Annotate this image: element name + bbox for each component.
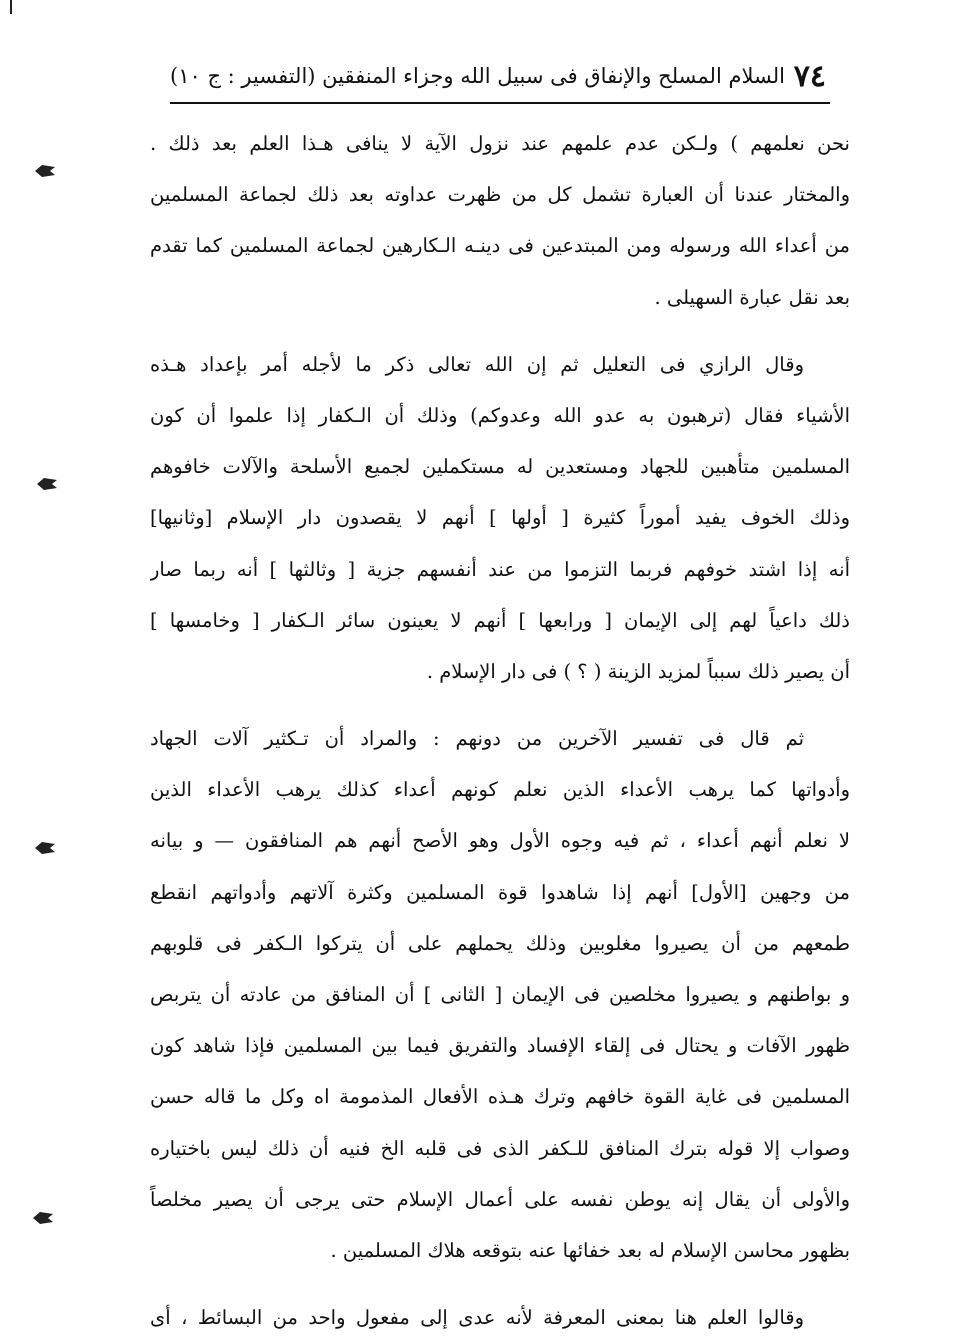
text-line: أن يصير ذلك سبباً لمزيد الزينة ( ؟ ) فى دار الإسلام . bbox=[426, 659, 850, 683]
bookmark-icon bbox=[32, 1210, 54, 1226]
text-line: من وجهين [الأول] أنهم إذا شاهدوا قوة المسلمين وكثرة آلاتهم وأدواتهم انقطع bbox=[150, 880, 850, 904]
corner-tick-mark bbox=[10, 0, 12, 14]
page-number: ٧٤ bbox=[793, 58, 826, 94]
text-line: وقالوا العلم هنا بمعنى المعرفة لأنه عدى إلى مفعول واحد من البسائط ، أى bbox=[150, 1306, 804, 1330]
text-line: وصواب إلا قوله بترك المنافق للـكفر الذى فى قلبه الخ فنيه أن ذلك ليس باختياره bbox=[150, 1136, 850, 1160]
text-line: أنه إذا اشتد خوفهم فربما التزموا من عند أنفسهم جزية [ وثالثها ] أنه ربما صار bbox=[150, 557, 850, 581]
bookmark-icon bbox=[34, 163, 56, 179]
body-text bbox=[150, 118, 850, 1343]
text-line: المسلمين متأهبين للجهاد ومستعدين له مستكملين لجميع الأسلحة والآلات خافوهم bbox=[150, 455, 850, 479]
paragraph-gap bbox=[150, 1276, 850, 1292]
text-line: المسلمين فى غاية القوة خافهم وترك هـذه الأفعال المذمومة اه وكل ما قاله حسن bbox=[150, 1085, 850, 1109]
text-line: وأدواتها كما يرهب الأعداء الذين نعلم كونهم أعداء كذلك يرهب الأعداء الذين bbox=[150, 778, 850, 802]
text-line: الأشياء فقال (ترهبون به عدو الله وعدوكم) وذلك أن الـكفار إذا علموا أن كون bbox=[150, 403, 850, 427]
text-line: نحن نعلمهم ) ولـكن عدم علمهم عند نزول الآية لا ينافى هـذا العلم بعد ذلك . bbox=[150, 132, 850, 155]
text-line: لا نعلم أنهم أعداء ، ثم فيه وجوه الأول وهو الأصح أنهم هم المنافقون — و بيانه bbox=[150, 829, 850, 853]
text-line: وقال الرازي فى التعليل ثم إن الله تعالى ذكر ما لأجله أمر بإعداد هـذه bbox=[150, 352, 804, 376]
page-header bbox=[170, 50, 830, 104]
text-line: ثم قال فى تفسير الآخرين من دونهم : والمراد أن تـكثير آلات الجهاد bbox=[150, 727, 804, 751]
text-line: ظهور الآفات و يحتال فى إلقاء الإفساد والتفريق فيما بين المسلمين فإذا شاهد كون bbox=[150, 1034, 850, 1058]
text-line: والمختار عندنا أن العبارة تشمل كل من ظهرت عداوته بعد ذلك لجماعة المسلمين bbox=[150, 183, 850, 207]
paragraph-gap bbox=[150, 323, 850, 339]
text-line: بظهور محاسن الإسلام له بعد خفائها عنه بتوقعه هلاك المسلمين . bbox=[330, 1238, 850, 1262]
text-line: و بواطنهم و يصيروا مخلصين فى الإيمان [ الثانى ] أن المنافق من عادته أن يتربص bbox=[150, 983, 850, 1006]
text-line: وذلك الخوف يفيد أموراً كثيرة [ أولها ] أنهم لا يقصدون دار الإسلام [وثانيها] bbox=[150, 506, 850, 530]
text-line: بعد نقل عبارة السهيلى . bbox=[654, 285, 850, 309]
bookmark-icon bbox=[34, 840, 56, 856]
bookmark-icon bbox=[36, 476, 58, 492]
running-title: السلام المسلح والإنفاق فى سبيل الله وجزاء المنفقين (التفسير : ج ١٠) bbox=[170, 64, 785, 88]
text-line: من أعداء الله ورسوله ومن المبتدعين فى دينـه الـكارهين لجماعة المسلمين كما تقدم bbox=[150, 234, 850, 258]
text-line: طمعهم من أن يصيروا مغلوبين وذلك يحملهم على أن يتركوا الـكفر فى قلوبهم bbox=[150, 931, 850, 955]
paragraph-gap bbox=[150, 697, 850, 713]
text-line: ذلك داعياً لهم إلى الإيمان [ ورابعها ] أنهم لا يعينون سائر الـكفار [ وخامسها ] bbox=[150, 608, 850, 632]
text-line: والأولى أن يقال إنه يوطن نفسه على أعمال الإسلام حتى يرجى أن يصير مخلصاً bbox=[150, 1187, 850, 1211]
